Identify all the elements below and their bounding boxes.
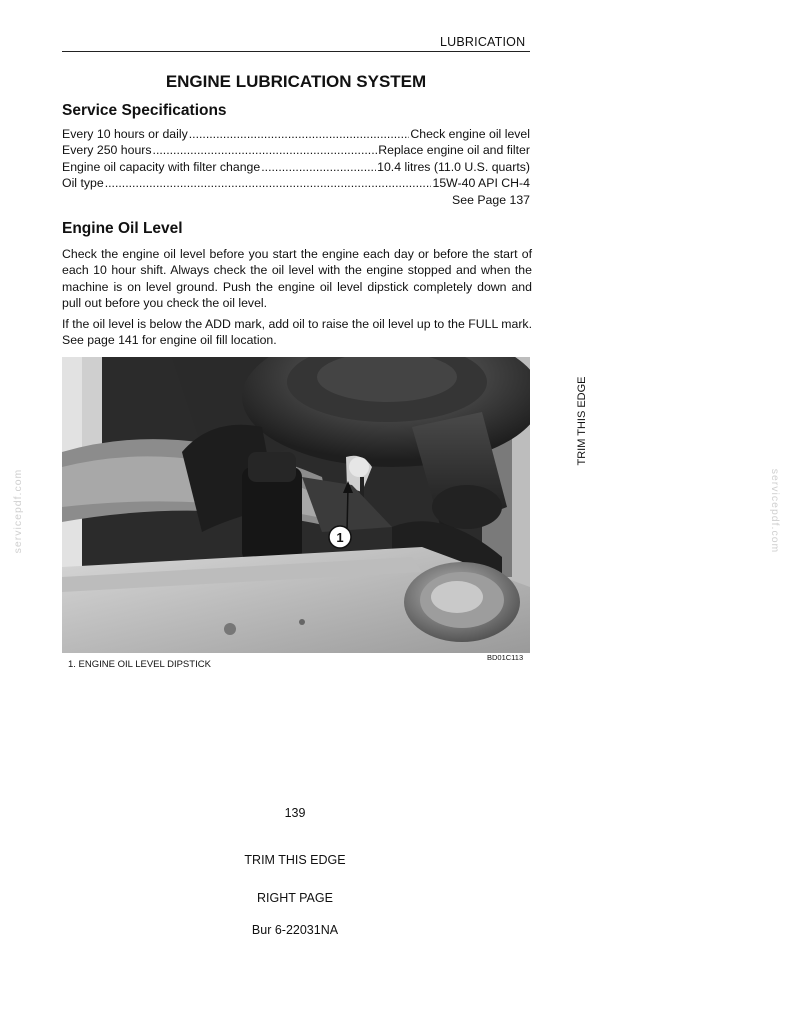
figure-code: BD01C113 [487,653,524,662]
header-rule [62,51,530,52]
section-header: LUBRICATION [440,35,526,49]
spec-value: Check engine oil level [410,127,530,141]
spec-row [62,175,530,191]
footer-doc-code: Bur 6-22031NA [251,923,339,937]
spec-label: Every 10 hours or daily [62,127,188,141]
figure-caption: 1. ENGINE OIL LEVEL DIPSTICK [68,659,211,670]
footer-trim-label: TRIM THIS EDGE [244,853,346,867]
engine-photo [62,357,530,653]
spec-value: 10.4 litres (11.0 U.S. quarts) [377,159,530,174]
footer-page-side: RIGHT PAGE [257,891,333,905]
oil-level-paragraph-2: If the oil level is below the ADD mark, add oil to raise the oil level up to the FULL mark. See page 141 for engine oil fill location. [62,317,532,348]
page-title: ENGINE LUBRICATION SYSTEM [165,72,427,91]
spec-value: Replace engine oil and filter [378,143,530,158]
spec-label: Oil type [62,176,104,191]
page-number: 139 [284,806,306,820]
spec-label: Engine oil capacity with filter change [62,159,261,174]
oil-level-heading: Engine Oil Level [62,220,183,237]
spec-see-page: See Page 137 [452,192,530,207]
service-specs-list [62,126,530,208]
oil-level-paragraph-1: Check the engine oil level before you start the engine each day or before the start of each 10 hour shift. Always check the oil level with the engine stopped and when the machine is on level ground. Push the engine oil level dipstick completely down and pull out before you check the oil level. [62,247,532,311]
spec-value: 15W-40 API CH-4 [432,176,530,191]
spec-label: Every 250 hours [62,143,152,158]
side-trim-label: TRIM THIS EDGE [576,376,588,466]
watermark-right: servicepdf.com [769,468,781,554]
callout-number: 1 [336,530,344,545]
service-specs-heading: Service Specifications [62,102,227,119]
spec-row [62,126,530,142]
watermark-left: servicepdf.com [12,468,24,554]
spec-row [62,142,530,158]
spec-row [62,159,530,175]
engine-photo-illustration [62,357,530,653]
